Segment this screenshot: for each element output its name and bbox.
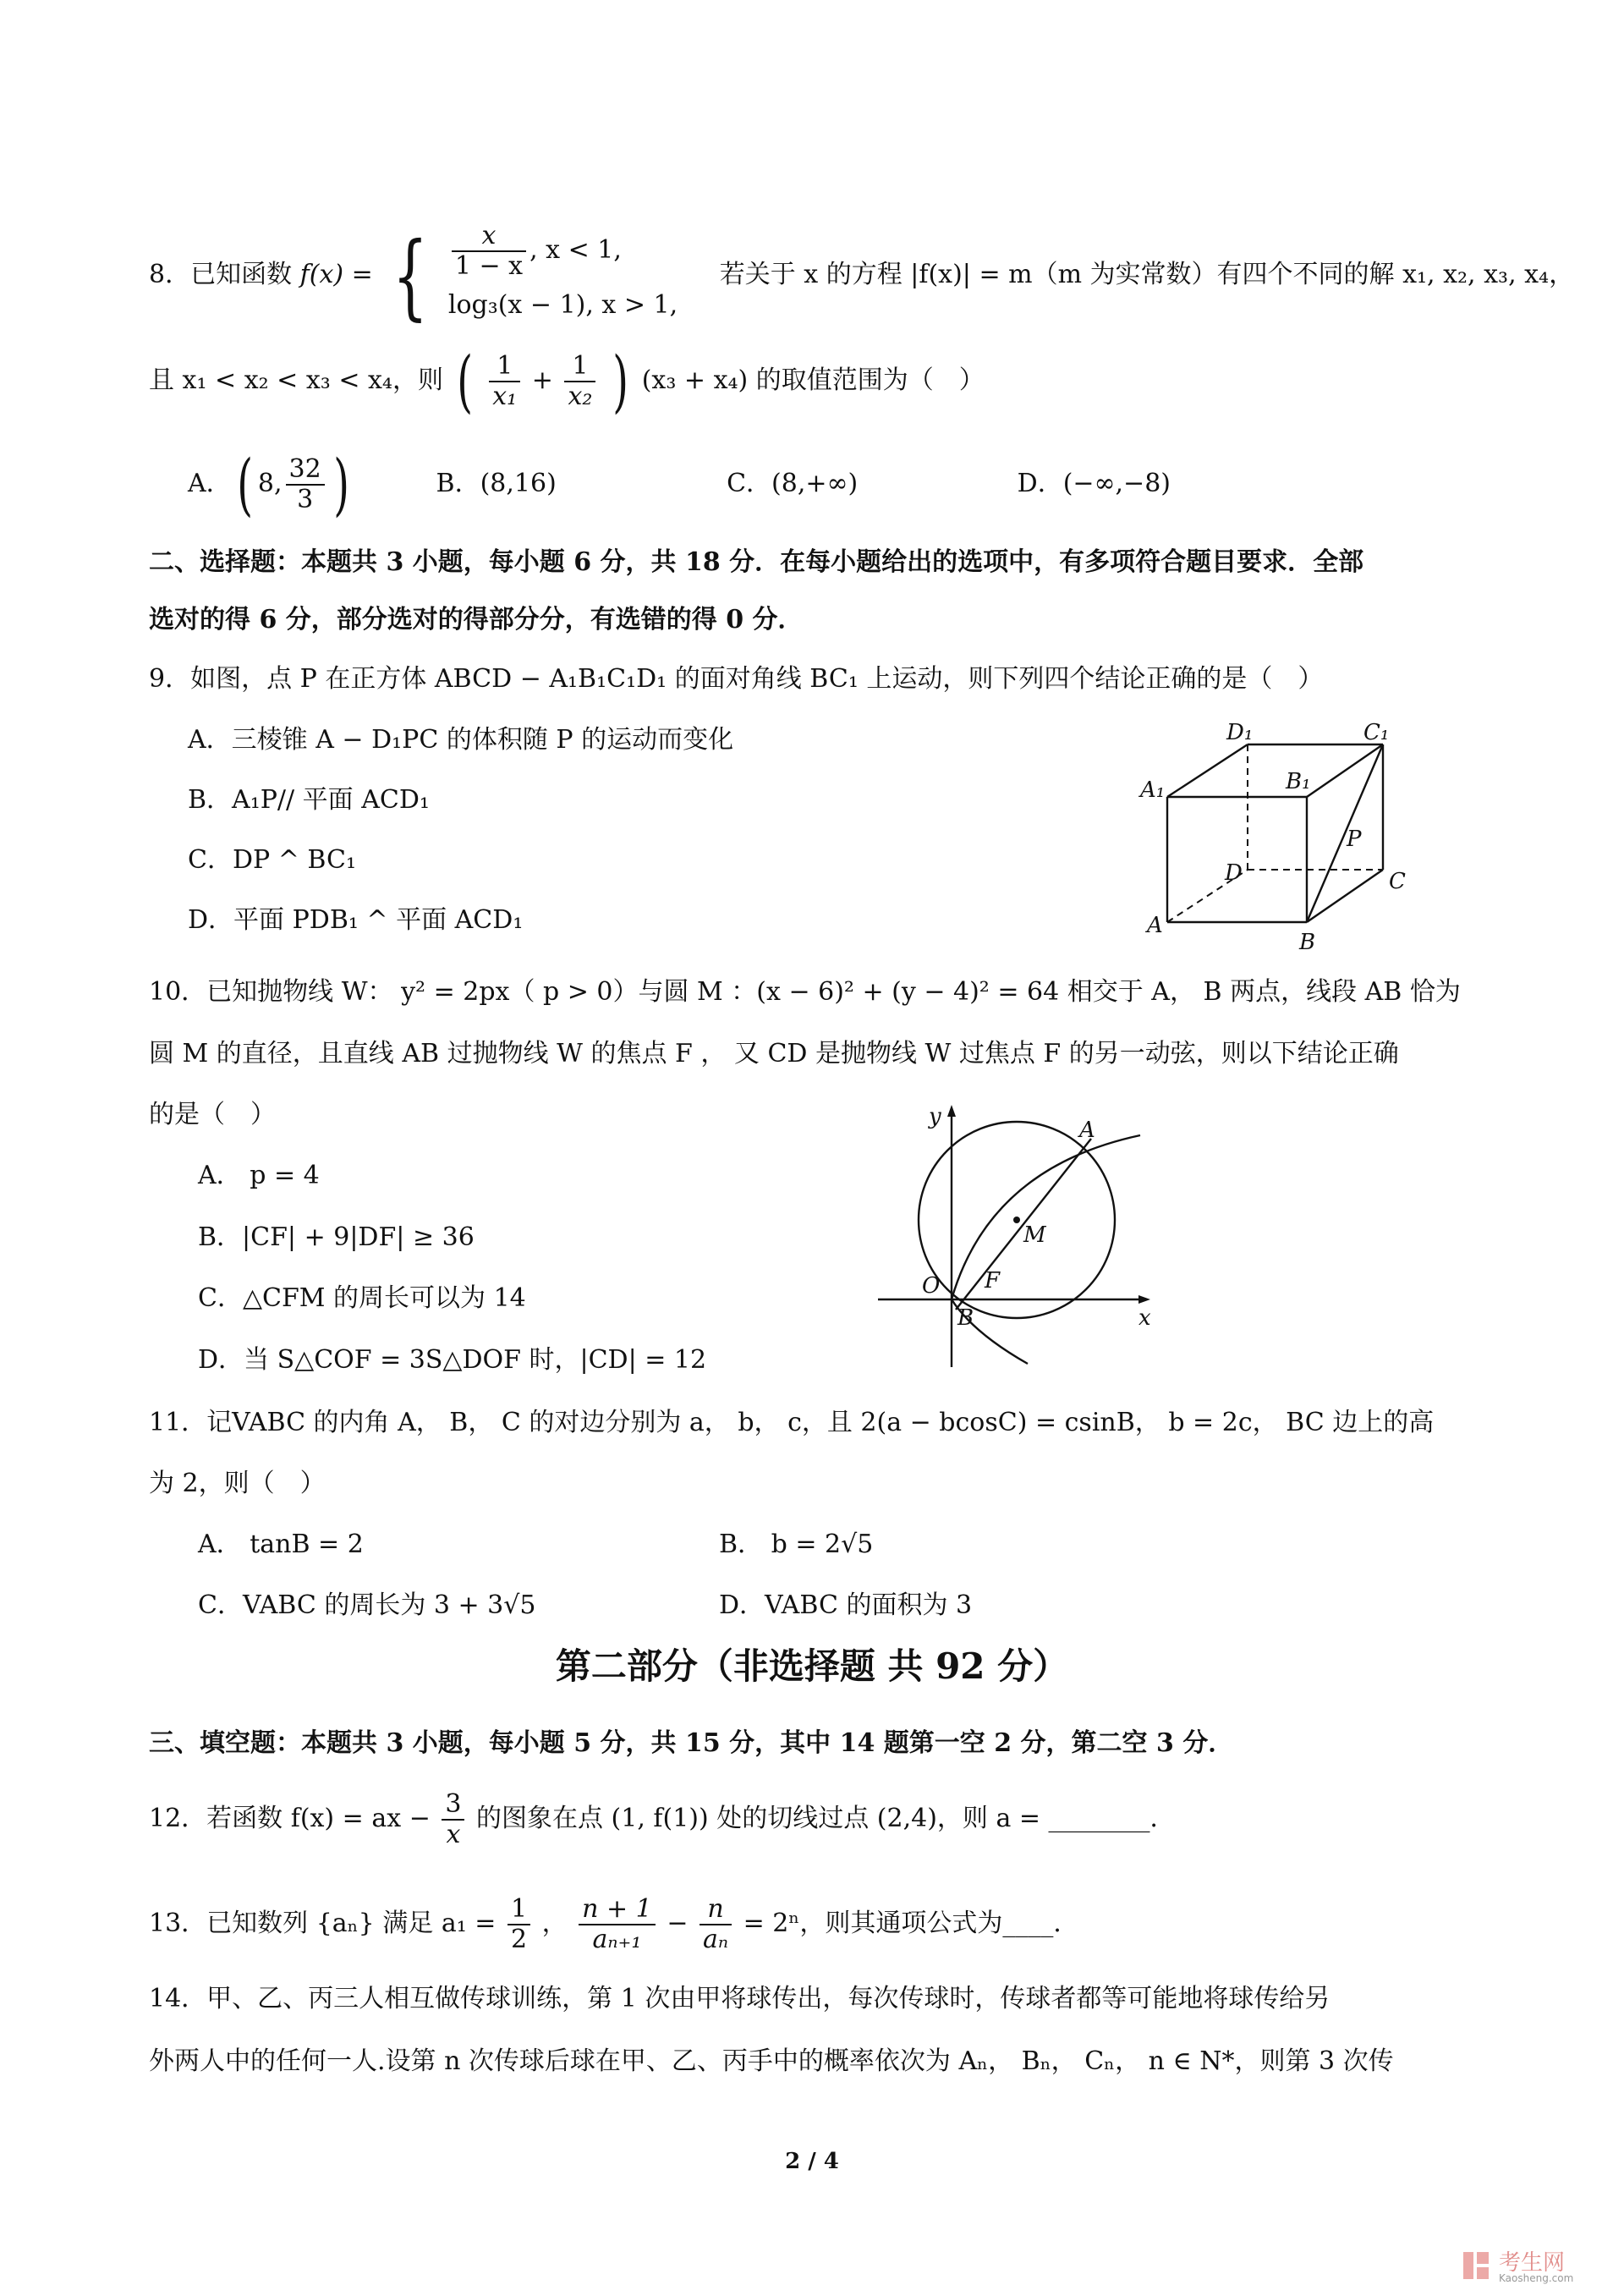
q11-line1: 11．记VABC 的内角 A， B， C 的对边分别为 a， b， c，且 2(a − bcosC) = csinB， b = 2c， BC 边上的高 xyxy=(149,1408,1435,1437)
q10-line2: 圆 M 的直径，且直线 AB 过抛物线 W 的焦点 F ， 又 CD 是抛物线 W 过焦点 F 的另一动弦，则以下结论正确 xyxy=(149,1039,1399,1068)
watermark xyxy=(1460,2245,1612,2288)
label-A: A xyxy=(1079,1118,1095,1143)
q10-line1: 10．已知抛物线 W： y² = 2px（ p > 0）与圆 M ：(x − 6)² + (y − 4)² = 64 相交于 A， B 两点，线段 AB 恰为 xyxy=(149,977,1461,1007)
q8-cases xyxy=(448,222,678,330)
label-A: A xyxy=(1147,913,1163,938)
q8-frac1 xyxy=(489,352,520,411)
watermark-logo-text: 考生网 xyxy=(1499,2250,1566,2276)
q8-frac2-den: x₂ xyxy=(568,382,593,411)
q8-optA-frac xyxy=(286,455,325,514)
q9-optB: B．A₁P// 平面 ACD₁ xyxy=(188,785,430,815)
q12 xyxy=(149,1785,1176,1853)
label-C1: C₁ xyxy=(1363,720,1390,745)
q12-pre: 12．若函数 f(x) = ax − xyxy=(149,1804,431,1833)
q13-frac1-num: 1 xyxy=(508,1895,530,1925)
q14-line1: 14．甲、乙、丙三人相互做传球训练，第 1 次由甲将球传出，每次传球时，传球者都等可能地将球传给另 xyxy=(149,1984,1330,2013)
label-B1: B₁ xyxy=(1286,769,1311,794)
q8-case1-den: 1 − x xyxy=(454,251,524,281)
q11-optB: B． b = 2√5 xyxy=(719,1530,874,1559)
q14-line2: 外两人中的任何一人.设第 n 次传球后球在甲、乙、丙手中的概率依次为 Aₙ， Bₙ， Cₙ， n ∈ N*，则第 3 次传 xyxy=(149,2046,1394,2076)
q8-optA-paren-close: ) xyxy=(332,445,349,524)
watermark-logo-icon xyxy=(1460,2249,1494,2282)
q12-frac xyxy=(442,1790,464,1849)
q13-frac2-num: n + 1 xyxy=(579,1895,656,1925)
q8-optA-pre: 8, xyxy=(257,469,283,498)
q8-frac2-num: 1 xyxy=(564,352,595,382)
y-axis-arrow xyxy=(947,1105,956,1117)
q8-optB: B．(8,16) xyxy=(436,469,557,498)
q8-optA xyxy=(188,445,428,524)
q8-optA-paren: ( xyxy=(236,445,253,524)
part2-title: 第二部分（非选择题 共 92 分） xyxy=(555,1645,1069,1687)
q8-line1-tail: 若关于 x 的方程 |f(x)| = m（m 为实常数）有四个不同的解 x₁, x₂, x₃, x₄， xyxy=(719,260,1575,289)
q8-line2-tail: (x₃ + x₄) 的取值范围为（ ） xyxy=(641,365,985,395)
q9-optA: A．三棱锥 A − D₁PC 的体积随 P 的运动而变化 xyxy=(188,725,734,755)
q8-optA-den: 3 xyxy=(297,485,314,514)
q10-optC: C．△CFM 的周长可以为 14 xyxy=(198,1283,526,1313)
q12-frac-den: x xyxy=(446,1820,461,1849)
q13-mid: ， xyxy=(541,1909,568,1938)
q10-line3: 的是（ ） xyxy=(149,1100,276,1129)
q11-optA: A． tanB = 2 xyxy=(198,1530,364,1559)
q8-case1 xyxy=(448,222,678,281)
q8-frac1-den: x₁ xyxy=(492,382,518,411)
q8-intro: 8．已知函数 xyxy=(149,260,293,289)
q8-optA-num: 32 xyxy=(286,455,325,486)
label-y: y xyxy=(929,1104,941,1129)
q8-line2 xyxy=(149,342,985,420)
q10-parabola-figure xyxy=(871,1100,1176,1370)
q8-case1-num: x xyxy=(452,222,526,252)
q8-frac1-num: 1 xyxy=(489,352,520,382)
q8-func-lhs: f(x) = xyxy=(299,260,373,289)
q9-cube-figure xyxy=(1133,711,1421,956)
q13-post: = 2ⁿ，则其通项公式为____． xyxy=(743,1909,1079,1938)
q8-case2: log₃(x − 1), x > 1, xyxy=(447,290,678,320)
q10-optA: A． p = 4 xyxy=(198,1161,320,1190)
label-D: D xyxy=(1225,860,1243,886)
section2-line2: 选对的得 6 分，部分选对的得部分分，有选错的得 0 分． xyxy=(149,605,804,634)
q8-paren-close: ) xyxy=(612,342,628,420)
q10-optD: D．当 S△COF = 3S△DOF 时，|CD| = 12 xyxy=(198,1345,707,1375)
watermark-url: Kaosheng.com xyxy=(1499,2272,1574,2284)
q13-frac1-den: 2 xyxy=(510,1925,528,1954)
page-number: 2 / 4 xyxy=(785,2149,839,2174)
label-A1: A₁ xyxy=(1140,777,1166,803)
q13 xyxy=(149,1890,1078,1958)
q9-stem: 9．如图，点 P 在正方体 ABCD − A₁B₁C₁D₁ 的面对角线 BC₁ 上运动，则下列四个结论正确的是（ ） xyxy=(149,664,1324,694)
q12-post: 的图象在点 (1, f(1)) 处的切线过点 (2,4)，则 a = ________． xyxy=(476,1804,1176,1833)
label-B: B xyxy=(957,1305,974,1331)
label-C: C xyxy=(1389,869,1406,894)
q8-paren-open: ( xyxy=(456,342,473,420)
q11-optD: D．VABC 的面积为 3 xyxy=(719,1590,973,1620)
label-B: B xyxy=(1299,930,1316,955)
q8-optD: D．(−∞,−8) xyxy=(1017,469,1171,498)
q8-plus: + xyxy=(531,365,553,395)
q9-optD: D．平面 PDB₁ ^ 平面 ACD₁ xyxy=(188,905,524,935)
label-D1: D₁ xyxy=(1226,720,1254,745)
edge-a1d1 xyxy=(1167,744,1248,797)
q13-pre: 13．已知数列 {aₙ} 满足 a₁ = xyxy=(149,1909,497,1938)
q13-frac3 xyxy=(700,1895,732,1954)
q12-frac-num: 3 xyxy=(442,1790,464,1821)
q13-frac3-num: n xyxy=(700,1895,732,1925)
center-M-dot xyxy=(1013,1217,1020,1223)
q9-optC: C．DP ^ BC₁ xyxy=(188,845,356,875)
q8-optA-label: A． xyxy=(188,469,232,498)
parabola-upper-branch xyxy=(952,1135,1140,1299)
x-axis-arrow xyxy=(1138,1295,1150,1304)
q8-line1 xyxy=(149,222,1574,330)
q11-optC: C．VABC 的周长为 3 + 3√5 xyxy=(198,1590,536,1620)
label-x: x xyxy=(1138,1305,1151,1331)
q8-case1-frac xyxy=(452,222,526,281)
q8-line2-head: 且 x₁ < x₂ < x₃ < x₄，则 xyxy=(149,365,443,395)
q10-optB: B．|CF| + 9|DF| ≥ 36 xyxy=(198,1222,475,1252)
q8-options xyxy=(188,445,1171,524)
q13-frac2 xyxy=(579,1895,656,1954)
q8-frac2 xyxy=(564,352,595,411)
q8-case1-cond: , x < 1, xyxy=(529,235,622,265)
q13-frac2-den: aₙ₊₁ xyxy=(592,1925,642,1954)
label-F: F xyxy=(985,1268,1001,1294)
q13-frac1 xyxy=(508,1895,530,1954)
section3: 三、填空题：本题共 3 小题，每小题 5 分，共 15 分，其中 14 题第一空 2 分，第二空 3 分． xyxy=(149,1728,1234,1758)
q13-frac3-den: aₙ xyxy=(703,1925,729,1954)
label-O: O xyxy=(922,1273,941,1299)
q11-line2: 为 2，则（ ） xyxy=(149,1469,326,1498)
q13-minus: − xyxy=(667,1909,689,1938)
label-M: M xyxy=(1023,1222,1046,1248)
section2-line1: 二、选择题：本题共 3 小题，每小题 6 分，共 18 分．在每小题给出的选项中，有多项符合题目要求．全部 xyxy=(149,547,1364,577)
q8-optC: C．(8,+∞) xyxy=(727,469,859,498)
q8-brace: { xyxy=(392,222,429,330)
label-P: P xyxy=(1347,827,1362,852)
